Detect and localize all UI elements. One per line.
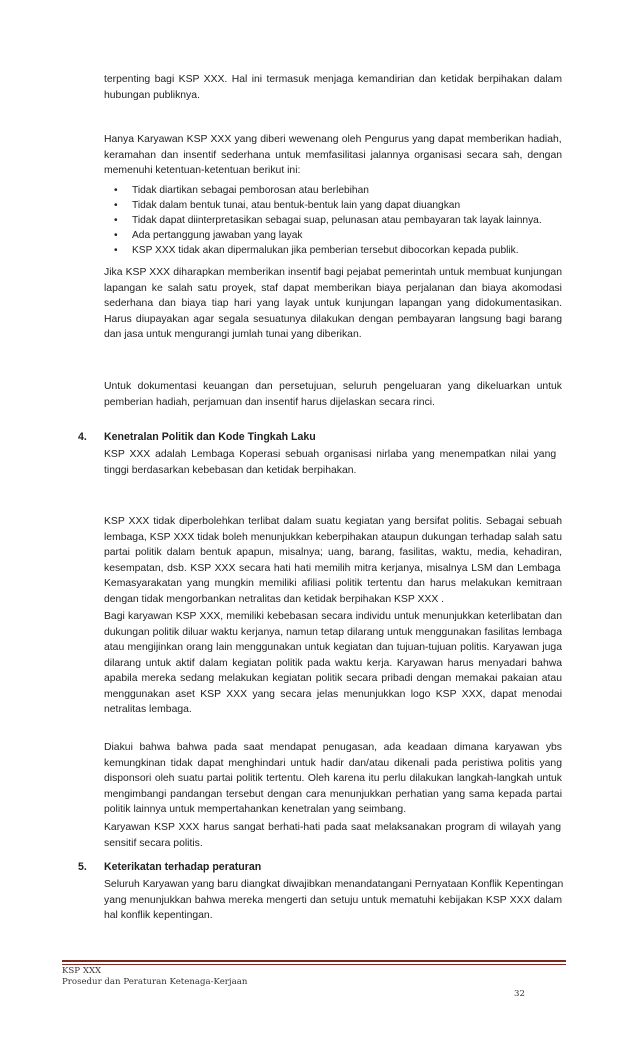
text-line: partai politik dalam bentuk apapun, misalnya; uang, barang, fasilitas, waktu, media, kehadiran, <box>104 547 562 558</box>
text-line: disponsori oleh suatu partai politik tertentu. Oleh karena itu perlu dilakukan langkah-langkah untuk <box>104 773 562 784</box>
officials-paragraph <box>104 265 562 343</box>
text-line: keramahan dan insentif sederhana untuk memfasilitasi jalannya organisasi secara sah, dengan <box>104 149 562 161</box>
text-line: dan jasa untuk mengurangi jumlah tunai yang diberikan. <box>104 329 362 340</box>
text-line: yang menunjukkan bahwa mereka mengerti dan setuju untuk mematuhi kebijakan KSP XXX dalam <box>104 894 562 906</box>
section-4-number: 4. <box>78 431 87 443</box>
text-line: Untuk dokumentasi keuangan dan persetujuan, seluruh pengeluaran yang dikeluarkan untuk <box>104 381 562 392</box>
footer-divider-thin <box>62 964 566 965</box>
text-line: netralitas lembaga. <box>104 704 192 715</box>
text-line: terpenting bagi KSP XXX. Hal ini termasuk menjaga kemandirian dan ketidak berpihakan dalam <box>104 74 562 85</box>
text-line: politik lainnya untuk mempertahankan kenetralan yang seimbang. <box>104 804 407 815</box>
text-line: dilarang untuk aktif dalam kegiatan politik pada waktu kerja. Karyawan harus menyadari bahwa <box>104 657 562 669</box>
text-line: dukungan politik diluar waktu kerjanya, namun tetap dilarang untuk menggunakan fasilitas lembaga <box>104 626 562 638</box>
list-item: • Tidak dalam bentuk tunai, atau bentuk-bentuk lain yang dapat diuangkan <box>112 198 572 213</box>
text-line: memenuhi ketentuan-ketentuan berikut ini: <box>104 165 301 176</box>
text-line: tinggi berdasarkan kebebasan dan ketidak berpihakan. <box>104 464 357 476</box>
text-line: KSP XXX tidak diperbolehkan terlibat dalam suatu kegiatan yang bersifat politis. Sebagai sebuah <box>104 516 562 527</box>
gifts-paragraph <box>104 132 562 179</box>
text-line: pemberian hadiah, perjamuan dan insentif harus dijelaskan secara rinci. <box>104 396 435 408</box>
text-line: kemungkinan tidak dapat menghindari untuk hadir dan/atau dikenali pada peristiwa politis yang <box>104 757 562 769</box>
text-line: hal konflik kepentingan. <box>104 910 213 921</box>
text-line: Diakui bahwa bahwa pada saat mendapat penugasan, ada keadaan dimana karyawan ybs <box>104 742 562 753</box>
text-line: Seluruh Karyawan yang baru diangkat diwajibkan menandatangani Pernyataan Konflik Kepentingan <box>104 879 564 890</box>
section-4-paragraph-1 <box>104 447 562 478</box>
section-4-paragraph-4 <box>104 740 562 818</box>
text-line: Hanya Karyawan KSP XXX yang diberi wewenang oleh Pengurus yang dapat memberikan hadiah, <box>104 134 562 145</box>
text-line: Kemasyarakatan yang mungkin memiliki afiliasi politik tertentu dan harus melakukan kemitraan <box>104 578 562 589</box>
text-line: mengimbangi pandangan tersebut dengan cara menunjukkan perhatian yang sama kepada partai <box>104 788 562 800</box>
text-line: Karyawan KSP XXX harus sangat berhati-hati pada saat melaksanakan program di wilayah yang <box>104 822 562 833</box>
text-line: menggunakan aset KSP XXX yang secara jelas menunjukkan logo KSP XXX, dapat menodai <box>104 688 562 700</box>
section-4-paragraph-5 <box>104 820 562 851</box>
list-item: • KSP XXX tidak akan dipermalukan jika pemberian tersebut dibocorkan kepada publik. <box>112 243 572 258</box>
text-line: Jika KSP XXX diharapkan memberikan insentif bagi pejabat pemerintah untuk membuat kunjungan <box>104 267 562 278</box>
text-line: KSP XXX adalah Lembaga Koperasi sebuah organisasi nirlaba yang menempatkan nilai yang <box>104 449 557 460</box>
text-line: kesempatan, dsb. KSP XXX secara hati hati memilih mitra kerjanya, misalnya LSM dan Lembaga <box>104 562 561 574</box>
text-line: lembaga, KSP XXX tidak boleh menunjukkan keberpihakan ataupun dukungan terhadap salah satu <box>104 531 562 543</box>
gift-conditions-list <box>112 183 572 258</box>
section-4-paragraph-3 <box>104 609 562 718</box>
list-item: • Ada pertanggung jawaban yang layak <box>112 228 572 243</box>
documentation-paragraph <box>104 379 562 410</box>
footer-org: KSP XXX <box>62 966 102 976</box>
intro-paragraph <box>104 72 562 103</box>
section-4-title: Kenetralan Politik dan Kode Tingkah Laku <box>104 431 316 443</box>
text-line: lapangan ke salah satu proyek, staf dapat memberikan biaya perjalanan dan biaya akomodasi <box>104 282 562 294</box>
list-item: • Tidak diartikan sebagai pemborosan atau berlebihan <box>112 183 572 198</box>
text-line: apabila mereka sedang melakukan kegiatan politik secara pribadi dengan memakai pakaian atau <box>104 673 562 684</box>
section-5-title: Keterikatan terhadap peraturan <box>104 861 262 873</box>
text-line: sederhana dan biaya tiap hari yang layak untuk kunjungan lapangan yang didokumentasikan. <box>104 298 562 309</box>
text-line: sensitif secara politis. <box>104 837 203 849</box>
text-line: Bagi karyawan KSP XXX, memiliki kebebasan secara individu untuk menunjukkan keterlibatan dan <box>104 611 562 622</box>
section-4-paragraph-2 <box>104 514 562 607</box>
footer-divider-thick <box>62 960 566 962</box>
text-line: hubungan publiknya. <box>104 89 200 101</box>
list-item: • Tidak dapat diinterpretasikan sebagai suap, pelunasan atau pembayaran tak layak lainnya. <box>112 213 572 228</box>
text-line: Harus diupayakan agar segala sesuatunya dilakukan dengan pembayaran langsung bagi barang <box>104 313 562 325</box>
text-line: dengan tidak mengorbankan netralitas dan ketidak berpihakan KSP XXX . <box>104 593 445 605</box>
page-number: 32 <box>514 989 525 999</box>
text-line: atau mengijinkan orang lain menggunakan untuk kegiatan dan tujuan-tujuan politis. Karyawan juga <box>104 642 562 653</box>
footer-document-title: Prosedur dan Peraturan Ketenaga-Kerjaan <box>62 977 248 987</box>
section-5-number: 5. <box>78 861 87 873</box>
section-5-paragraph-1 <box>104 877 562 924</box>
